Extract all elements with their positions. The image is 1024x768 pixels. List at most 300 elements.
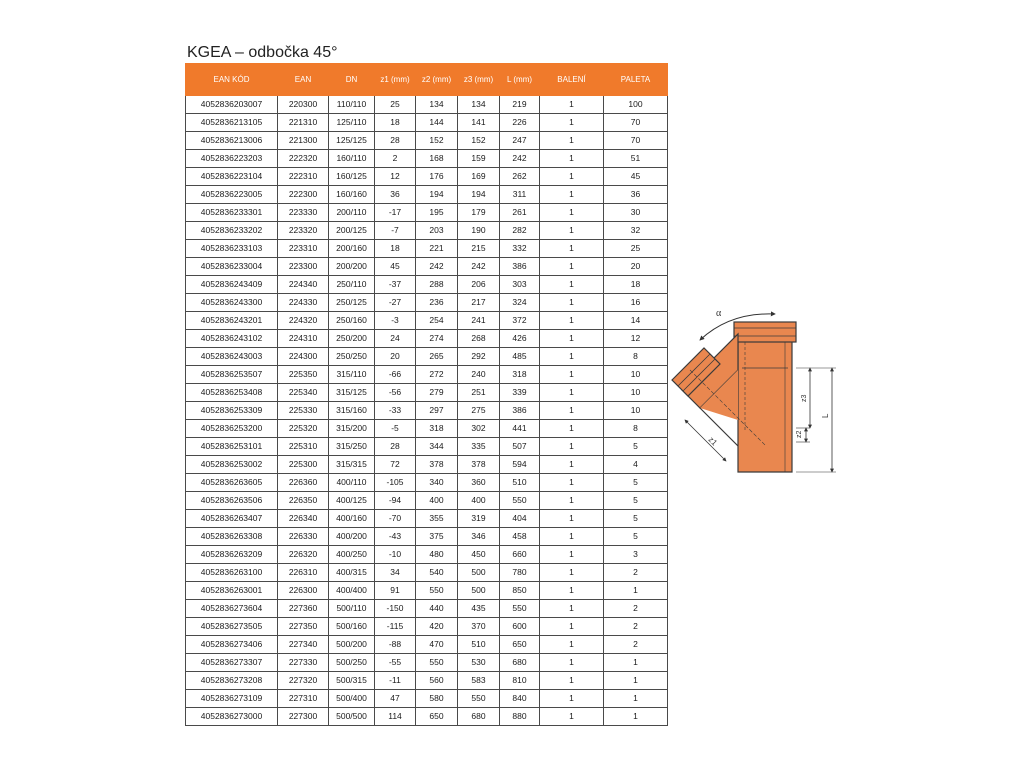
cell-z2: 254 xyxy=(416,312,458,330)
cell-z2: 540 xyxy=(416,564,458,582)
cell-l: 324 xyxy=(500,294,540,312)
cell-z2: 400 xyxy=(416,492,458,510)
cell-paleta: 8 xyxy=(604,348,668,366)
cell-l: 880 xyxy=(500,708,540,726)
cell-baleni: 1 xyxy=(540,348,604,366)
cell-ean: 226360 xyxy=(278,474,329,492)
cell-z2: 440 xyxy=(416,600,458,618)
cell-z1: -115 xyxy=(375,618,416,636)
cell-ean-kod: 4052836253408 xyxy=(186,384,278,402)
table-row xyxy=(186,672,668,690)
cell-z1: -94 xyxy=(375,492,416,510)
z3-label: z3 xyxy=(801,394,808,402)
cell-baleni: 1 xyxy=(540,600,604,618)
cell-dn: 400/125 xyxy=(329,492,375,510)
cell-z3: 251 xyxy=(458,384,500,402)
cell-z2: 152 xyxy=(416,132,458,150)
cell-ean: 226300 xyxy=(278,582,329,600)
cell-ean: 223320 xyxy=(278,222,329,240)
cell-z2: 194 xyxy=(416,186,458,204)
cell-baleni: 1 xyxy=(540,636,604,654)
cell-ean: 227300 xyxy=(278,708,329,726)
cell-z3: 179 xyxy=(458,204,500,222)
cell-dn: 500/500 xyxy=(329,708,375,726)
cell-z3: 275 xyxy=(458,402,500,420)
cell-z3: 400 xyxy=(458,492,500,510)
cell-z2: 580 xyxy=(416,690,458,708)
cell-z3: 159 xyxy=(458,150,500,168)
cell-baleni: 1 xyxy=(540,186,604,204)
product-table xyxy=(185,63,668,726)
table-row xyxy=(186,456,668,474)
cell-z1: 20 xyxy=(375,348,416,366)
cell-paleta: 2 xyxy=(604,600,668,618)
cell-z1: -56 xyxy=(375,384,416,402)
cell-paleta: 4 xyxy=(604,456,668,474)
cell-z3: 500 xyxy=(458,564,500,582)
cell-paleta: 5 xyxy=(604,528,668,546)
cell-dn: 315/315 xyxy=(329,456,375,474)
cell-baleni: 1 xyxy=(540,240,604,258)
l-label: L xyxy=(821,413,830,418)
cell-l: 261 xyxy=(500,204,540,222)
cell-l: 226 xyxy=(500,114,540,132)
cell-z2: 195 xyxy=(416,204,458,222)
cell-z3: 360 xyxy=(458,474,500,492)
cell-dn: 500/110 xyxy=(329,600,375,618)
fitting-diagram xyxy=(670,300,850,490)
cell-l: 507 xyxy=(500,438,540,456)
cell-l: 594 xyxy=(500,456,540,474)
cell-z3: 169 xyxy=(458,168,500,186)
cell-ean-kod: 4052836233202 xyxy=(186,222,278,240)
cell-ean-kod: 4052836273000 xyxy=(186,708,278,726)
cell-l: 660 xyxy=(500,546,540,564)
cell-dn: 250/125 xyxy=(329,294,375,312)
table-row xyxy=(186,240,668,258)
cell-z3: 268 xyxy=(458,330,500,348)
cell-paleta: 45 xyxy=(604,168,668,186)
cell-baleni: 1 xyxy=(540,222,604,240)
cell-z1: -88 xyxy=(375,636,416,654)
table-row xyxy=(186,402,668,420)
cell-ean: 227340 xyxy=(278,636,329,654)
cell-dn: 160/160 xyxy=(329,186,375,204)
cell-ean-kod: 4052836263506 xyxy=(186,492,278,510)
table-row xyxy=(186,492,668,510)
cell-z3: 583 xyxy=(458,672,500,690)
cell-z2: 242 xyxy=(416,258,458,276)
cell-ean: 224340 xyxy=(278,276,329,294)
cell-paleta: 10 xyxy=(604,366,668,384)
cell-z3: 134 xyxy=(458,96,500,114)
cell-baleni: 1 xyxy=(540,456,604,474)
cell-dn: 500/250 xyxy=(329,654,375,672)
table-row xyxy=(186,222,668,240)
cell-ean: 227320 xyxy=(278,672,329,690)
cell-paleta: 5 xyxy=(604,492,668,510)
cell-dn: 250/250 xyxy=(329,348,375,366)
cell-z3: 206 xyxy=(458,276,500,294)
cell-z2: 279 xyxy=(416,384,458,402)
cell-dn: 315/110 xyxy=(329,366,375,384)
cell-ean-kod: 4052836263001 xyxy=(186,582,278,600)
cell-paleta: 1 xyxy=(604,582,668,600)
cell-l: 386 xyxy=(500,258,540,276)
cell-l: 810 xyxy=(500,672,540,690)
cell-paleta: 1 xyxy=(604,708,668,726)
table-row xyxy=(186,132,668,150)
cell-paleta: 10 xyxy=(604,402,668,420)
cell-l: 426 xyxy=(500,330,540,348)
cell-ean-kod: 4052836253101 xyxy=(186,438,278,456)
cell-ean: 220300 xyxy=(278,96,329,114)
main-pipe xyxy=(738,338,792,472)
cell-ean-kod: 4052836213006 xyxy=(186,132,278,150)
table-row xyxy=(186,420,668,438)
cell-z2: 375 xyxy=(416,528,458,546)
cell-z1: -27 xyxy=(375,294,416,312)
cell-paleta: 2 xyxy=(604,618,668,636)
cell-dn: 200/200 xyxy=(329,258,375,276)
table-row xyxy=(186,258,668,276)
cell-ean: 221300 xyxy=(278,132,329,150)
cell-ean-kod: 4052836263407 xyxy=(186,510,278,528)
cell-ean-kod: 4052836263308 xyxy=(186,528,278,546)
cell-ean: 225310 xyxy=(278,438,329,456)
cell-z3: 241 xyxy=(458,312,500,330)
cell-ean-kod: 4052836253200 xyxy=(186,420,278,438)
cell-paleta: 3 xyxy=(604,546,668,564)
cell-z3: 194 xyxy=(458,186,500,204)
cell-z2: 550 xyxy=(416,582,458,600)
cell-z3: 190 xyxy=(458,222,500,240)
cell-l: 386 xyxy=(500,402,540,420)
cell-paleta: 1 xyxy=(604,654,668,672)
cell-z1: 34 xyxy=(375,564,416,582)
cell-z2: 144 xyxy=(416,114,458,132)
cell-dn: 500/315 xyxy=(329,672,375,690)
cell-dn: 200/160 xyxy=(329,240,375,258)
cell-ean: 223300 xyxy=(278,258,329,276)
cell-baleni: 1 xyxy=(540,672,604,690)
cell-z3: 530 xyxy=(458,654,500,672)
table-row xyxy=(186,582,668,600)
cell-z2: 203 xyxy=(416,222,458,240)
cell-ean-kod: 4052836243201 xyxy=(186,312,278,330)
cell-z2: 550 xyxy=(416,654,458,672)
z2-label: z2 xyxy=(796,430,803,438)
cell-l: 372 xyxy=(500,312,540,330)
cell-z1: -11 xyxy=(375,672,416,690)
cell-z1: -33 xyxy=(375,402,416,420)
cell-paleta: 70 xyxy=(604,132,668,150)
table-row xyxy=(186,204,668,222)
cell-ean: 223330 xyxy=(278,204,329,222)
cell-l: 303 xyxy=(500,276,540,294)
cell-ean: 222300 xyxy=(278,186,329,204)
cell-z1: 28 xyxy=(375,132,416,150)
cell-baleni: 1 xyxy=(540,168,604,186)
cell-dn: 315/125 xyxy=(329,384,375,402)
cell-dn: 250/110 xyxy=(329,276,375,294)
cell-z3: 435 xyxy=(458,600,500,618)
alpha-label: α xyxy=(716,308,722,319)
cell-dn: 315/160 xyxy=(329,402,375,420)
cell-l: 311 xyxy=(500,186,540,204)
cell-z1: 25 xyxy=(375,96,416,114)
header-z1: z1 (mm) xyxy=(375,64,416,96)
cell-baleni: 1 xyxy=(540,546,604,564)
cell-z2: 378 xyxy=(416,456,458,474)
cell-dn: 125/125 xyxy=(329,132,375,150)
cell-baleni: 1 xyxy=(540,366,604,384)
cell-z3: 346 xyxy=(458,528,500,546)
cell-paleta: 8 xyxy=(604,420,668,438)
cell-ean: 221310 xyxy=(278,114,329,132)
cell-baleni: 1 xyxy=(540,438,604,456)
cell-l: 650 xyxy=(500,636,540,654)
table-row xyxy=(186,186,668,204)
cell-ean-kod: 4052836243003 xyxy=(186,348,278,366)
cell-z3: 302 xyxy=(458,420,500,438)
cell-l: 282 xyxy=(500,222,540,240)
cell-z1: -17 xyxy=(375,204,416,222)
cell-ean-kod: 4052836263209 xyxy=(186,546,278,564)
cell-paleta: 20 xyxy=(604,258,668,276)
page-title: KGEA – odbočka 45° xyxy=(187,44,338,61)
cell-ean: 225300 xyxy=(278,456,329,474)
cell-ean: 222310 xyxy=(278,168,329,186)
cell-baleni: 1 xyxy=(540,384,604,402)
cell-baleni: 1 xyxy=(540,258,604,276)
table-row xyxy=(186,384,668,402)
cell-ean-kod: 4052836273208 xyxy=(186,672,278,690)
cell-ean: 226340 xyxy=(278,510,329,528)
cell-z2: 272 xyxy=(416,366,458,384)
cell-baleni: 1 xyxy=(540,150,604,168)
cell-ean-kod: 4052836273406 xyxy=(186,636,278,654)
cell-z3: 510 xyxy=(458,636,500,654)
cell-z1: 18 xyxy=(375,240,416,258)
cell-ean: 227330 xyxy=(278,654,329,672)
cell-z1: -66 xyxy=(375,366,416,384)
cell-l: 318 xyxy=(500,366,540,384)
cell-dn: 400/315 xyxy=(329,564,375,582)
cell-l: 600 xyxy=(500,618,540,636)
cell-ean: 226330 xyxy=(278,528,329,546)
cell-z3: 319 xyxy=(458,510,500,528)
cell-z2: 134 xyxy=(416,96,458,114)
cell-z2: 340 xyxy=(416,474,458,492)
cell-ean: 224300 xyxy=(278,348,329,366)
cell-dn: 500/400 xyxy=(329,690,375,708)
cell-ean: 226310 xyxy=(278,564,329,582)
cell-paleta: 30 xyxy=(604,204,668,222)
cell-ean-kod: 4052836203007 xyxy=(186,96,278,114)
cell-paleta: 1 xyxy=(604,690,668,708)
cell-z1: 12 xyxy=(375,168,416,186)
cell-z3: 240 xyxy=(458,366,500,384)
cell-z1: 28 xyxy=(375,438,416,456)
cell-l: 550 xyxy=(500,600,540,618)
cell-ean: 226320 xyxy=(278,546,329,564)
cell-ean-kod: 4052836223005 xyxy=(186,186,278,204)
cell-z1: 2 xyxy=(375,150,416,168)
cell-paleta: 5 xyxy=(604,510,668,528)
cell-z1: 47 xyxy=(375,690,416,708)
cell-z1: 114 xyxy=(375,708,416,726)
cell-paleta: 1 xyxy=(604,672,668,690)
cell-z1: -10 xyxy=(375,546,416,564)
cell-baleni: 1 xyxy=(540,204,604,222)
cell-baleni: 1 xyxy=(540,402,604,420)
cell-l: 339 xyxy=(500,384,540,402)
cell-z2: 297 xyxy=(416,402,458,420)
cell-z3: 335 xyxy=(458,438,500,456)
cell-l: 332 xyxy=(500,240,540,258)
cell-baleni: 1 xyxy=(540,564,604,582)
table-row xyxy=(186,636,668,654)
cell-z3: 242 xyxy=(458,258,500,276)
cell-ean-kod: 4052836223104 xyxy=(186,168,278,186)
cell-l: 680 xyxy=(500,654,540,672)
table-row xyxy=(186,654,668,672)
cell-ean-kod: 4052836263605 xyxy=(186,474,278,492)
cell-z3: 550 xyxy=(458,690,500,708)
cell-z3: 141 xyxy=(458,114,500,132)
table-row xyxy=(186,330,668,348)
table-row xyxy=(186,618,668,636)
cell-z1: 18 xyxy=(375,114,416,132)
cell-ean: 225340 xyxy=(278,384,329,402)
cell-baleni: 1 xyxy=(540,528,604,546)
cell-z1: 91 xyxy=(375,582,416,600)
cell-z2: 344 xyxy=(416,438,458,456)
header-z3: z3 (mm) xyxy=(458,64,500,96)
cell-dn: 400/400 xyxy=(329,582,375,600)
table-row xyxy=(186,168,668,186)
table-body xyxy=(186,96,668,726)
cell-z2: 470 xyxy=(416,636,458,654)
cell-baleni: 1 xyxy=(540,510,604,528)
cell-paleta: 18 xyxy=(604,276,668,294)
cell-ean: 225350 xyxy=(278,366,329,384)
cell-baleni: 1 xyxy=(540,492,604,510)
cell-paleta: 16 xyxy=(604,294,668,312)
cell-l: 510 xyxy=(500,474,540,492)
cell-baleni: 1 xyxy=(540,420,604,438)
cell-ean: 224330 xyxy=(278,294,329,312)
cell-z1: 36 xyxy=(375,186,416,204)
cell-l: 485 xyxy=(500,348,540,366)
cell-z1: -43 xyxy=(375,528,416,546)
cell-ean: 227350 xyxy=(278,618,329,636)
cell-z3: 450 xyxy=(458,546,500,564)
cell-ean-kod: 4052836233103 xyxy=(186,240,278,258)
cell-z1: 24 xyxy=(375,330,416,348)
cell-dn: 110/110 xyxy=(329,96,375,114)
cell-z2: 355 xyxy=(416,510,458,528)
cell-ean: 222320 xyxy=(278,150,329,168)
table-row xyxy=(186,312,668,330)
cell-ean-kod: 4052836233301 xyxy=(186,204,278,222)
cell-z1: -5 xyxy=(375,420,416,438)
cell-z1: -3 xyxy=(375,312,416,330)
cell-z1: -55 xyxy=(375,654,416,672)
cell-ean-kod: 4052836273307 xyxy=(186,654,278,672)
cell-z2: 288 xyxy=(416,276,458,294)
cell-z2: 650 xyxy=(416,708,458,726)
cell-ean-kod: 4052836243102 xyxy=(186,330,278,348)
cell-l: 262 xyxy=(500,168,540,186)
header-dn: DN xyxy=(329,64,375,96)
cell-z1: -7 xyxy=(375,222,416,240)
cell-ean-kod: 4052836253002 xyxy=(186,456,278,474)
cell-baleni: 1 xyxy=(540,276,604,294)
cell-ean-kod: 4052836243300 xyxy=(186,294,278,312)
cell-l: 458 xyxy=(500,528,540,546)
cell-l: 780 xyxy=(500,564,540,582)
cell-z1: 45 xyxy=(375,258,416,276)
cell-z2: 274 xyxy=(416,330,458,348)
cell-paleta: 51 xyxy=(604,150,668,168)
cell-paleta: 2 xyxy=(604,564,668,582)
cell-baleni: 1 xyxy=(540,582,604,600)
cell-baleni: 1 xyxy=(540,618,604,636)
cell-dn: 315/200 xyxy=(329,420,375,438)
cell-z2: 265 xyxy=(416,348,458,366)
table-row xyxy=(186,690,668,708)
table-row xyxy=(186,474,668,492)
cell-baleni: 1 xyxy=(540,96,604,114)
cell-ean-kod: 4052836223203 xyxy=(186,150,278,168)
cell-ean-kod: 4052836273109 xyxy=(186,690,278,708)
cell-z2: 420 xyxy=(416,618,458,636)
cell-ean: 227360 xyxy=(278,600,329,618)
cell-ean-kod: 4052836263100 xyxy=(186,564,278,582)
table-row xyxy=(186,510,668,528)
cell-z2: 236 xyxy=(416,294,458,312)
cell-dn: 200/110 xyxy=(329,204,375,222)
main-socket xyxy=(734,322,796,342)
cell-z2: 318 xyxy=(416,420,458,438)
table-header-row xyxy=(186,64,668,96)
cell-ean: 225320 xyxy=(278,420,329,438)
header-baleni: BALENÍ xyxy=(540,64,604,96)
cell-paleta: 100 xyxy=(604,96,668,114)
cell-baleni: 1 xyxy=(540,294,604,312)
cell-z1: -37 xyxy=(375,276,416,294)
cell-dn: 400/250 xyxy=(329,546,375,564)
cell-paleta: 5 xyxy=(604,438,668,456)
cell-paleta: 2 xyxy=(604,636,668,654)
cell-paleta: 25 xyxy=(604,240,668,258)
cell-dn: 250/160 xyxy=(329,312,375,330)
cell-ean: 224320 xyxy=(278,312,329,330)
table-row xyxy=(186,438,668,456)
cell-z1: -70 xyxy=(375,510,416,528)
z1-label: z1 xyxy=(706,435,719,448)
cell-z2: 480 xyxy=(416,546,458,564)
cell-baleni: 1 xyxy=(540,474,604,492)
cell-paleta: 14 xyxy=(604,312,668,330)
header-paleta: PALETA xyxy=(604,64,668,96)
cell-paleta: 5 xyxy=(604,474,668,492)
cell-dn: 500/200 xyxy=(329,636,375,654)
cell-l: 219 xyxy=(500,96,540,114)
cell-l: 404 xyxy=(500,510,540,528)
